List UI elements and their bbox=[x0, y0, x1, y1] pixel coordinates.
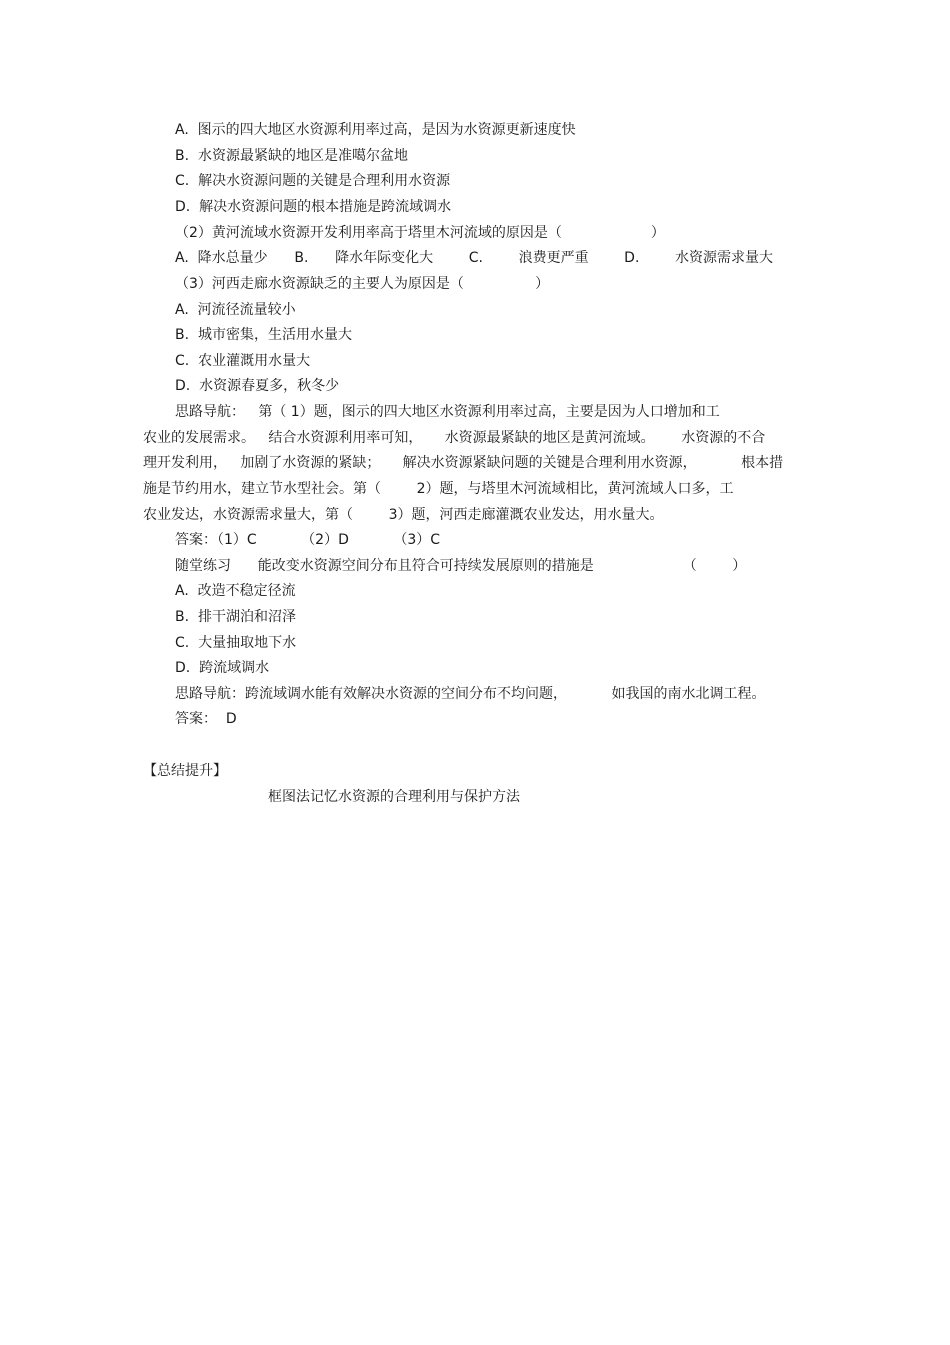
explanation-line-4: 施是节约用水，建立节水型社会。第（ 2）题，与塔里木河流域相比，黄河流域人口多，工 bbox=[143, 481, 734, 497]
practice-option-a: A. 改造不稳定径流 bbox=[175, 583, 296, 599]
q3-option-c: C. 农业灌溉用水量大 bbox=[175, 353, 311, 369]
summary-heading: 【总结提升】 bbox=[143, 763, 227, 779]
practice-option-d: D. 跨流域调水 bbox=[175, 660, 270, 676]
q2-question: （2）黄河流域水资源开发利用率高于塔里木河流域的原因是（ ） bbox=[175, 225, 665, 241]
q3-option-a: A. 河流径流量较小 bbox=[175, 302, 296, 318]
explanation-line-5: 农业发达，水资源需求量大，第（ 3）题，河西走廊灌溉农业发达，用水量大。 bbox=[143, 507, 664, 523]
q3-option-b: B. 城市密集，生活用水量大 bbox=[175, 327, 352, 343]
q3-question: （3）河西走廊水资源缺乏的主要人为原因是（ ） bbox=[175, 276, 550, 292]
explanation-line-3: 理开发利用， 加剧了水资源的紧缺； 解决水资源紧缺问题的关键是合理利用水资源， 根本措 bbox=[143, 455, 784, 471]
practice-option-b: B. 排干湖泊和沼泽 bbox=[175, 609, 296, 625]
q2-options: A. 降水总量少 B. 降水年际变化大 C. 浪费更严重 D. 水资源需求量大 bbox=[175, 250, 773, 266]
q3-option-d: D. 水资源春夏多，秋冬少 bbox=[175, 378, 340, 394]
explanation-line-1: 思路导航： 第（ 1）题，图示的四大地区水资源利用率过高，主要是因为人口增加和工 bbox=[175, 404, 720, 420]
q1-option-a: A. 图示的四大地区水资源利用率过高，是因为水资源更新速度快 bbox=[175, 122, 576, 138]
q1-option-b: B. 水资源最紧缺的地区是准噶尔盆地 bbox=[175, 148, 408, 164]
practice-option-c: C. 大量抽取地下水 bbox=[175, 635, 297, 651]
summary-subtitle: 框图法记忆水资源的合理利用与保护方法 bbox=[268, 789, 520, 805]
q1-option-c: C. 解决水资源问题的关键是合理利用水资源 bbox=[175, 173, 451, 189]
explanation-line-2: 农业的发展需求。 结合水资源利用率可知， 水资源最紧缺的地区是黄河流域。 水资源的不合 bbox=[143, 430, 766, 446]
q1-option-d: D. 解决水资源问题的根本措施是跨流域调水 bbox=[175, 199, 452, 215]
practice-answer: 答案： D bbox=[175, 711, 237, 727]
practice-question: 随堂练习 能改变水资源空间分布且符合可持续发展原则的措施是 （ ） bbox=[175, 558, 747, 574]
practice-explanation: 思路导航：跨流域调水能有效解决水资源的空间分布不均问题， 如我国的南水北调工程。 bbox=[175, 686, 766, 702]
answer-line: 答案：（1）C （2）D （3）C bbox=[175, 532, 441, 548]
